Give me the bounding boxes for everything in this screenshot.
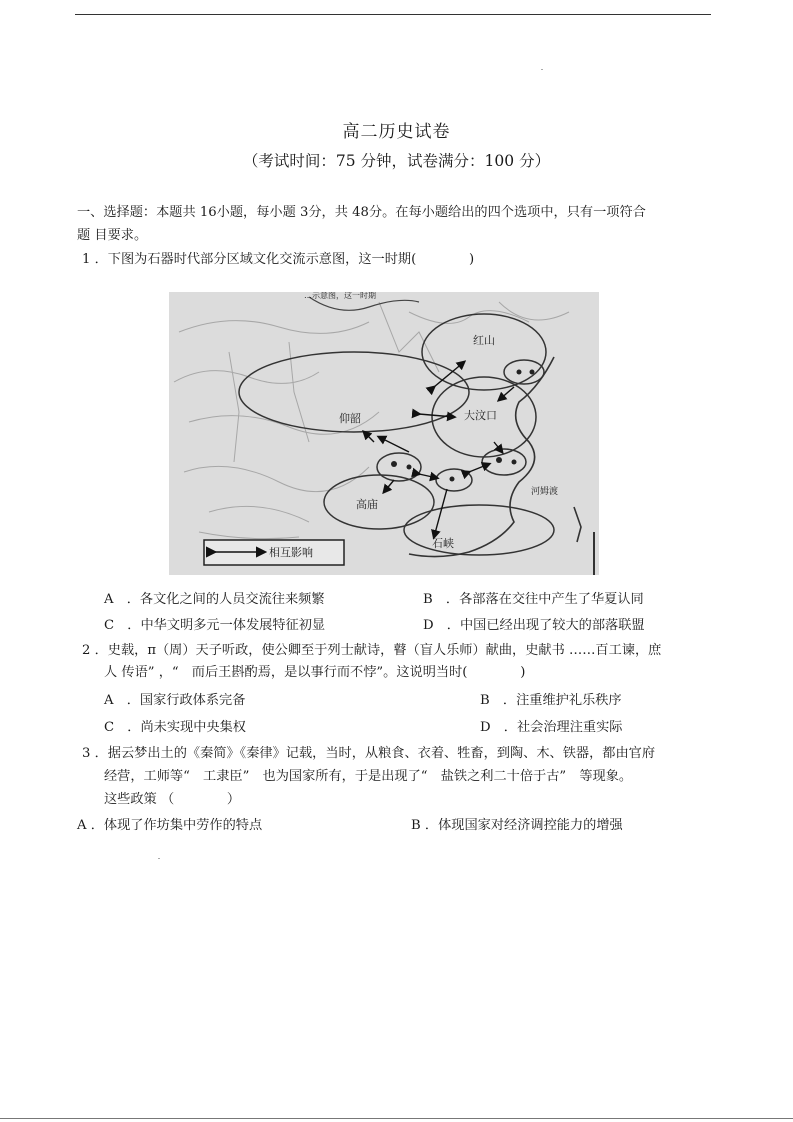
culture-exchange-map <box>169 292 599 575</box>
q2-option-b: B ．注重维护礼乐秩序 <box>480 693 622 708</box>
question-3-stem-line2: 经营，工师等“ 工隶臣” 也为国家所有，于是出现了“ 盐铁之利二十倍于古” 等现象。 <box>104 769 633 784</box>
map-label-gaomiao: 高庙 <box>356 498 378 511</box>
section-instructions-line2: 题 目要求。 <box>77 228 148 243</box>
question-1-stem: 1 ．下图为石器时代部分区域文化交流示意图，这一时期( ) <box>82 252 475 267</box>
question-3-stem-line3: 这些政策 （ ） <box>104 792 241 807</box>
map-label-dawenkou: 大汶口 <box>464 409 497 422</box>
q1-option-d: D ．中国已经出现了较大的部落联盟 <box>423 618 645 633</box>
map-label-yangshao: 仰韶 <box>339 412 361 425</box>
legend-label: 相互影响 <box>269 546 313 559</box>
q2-option-d: D ．社会治理注重实际 <box>480 720 623 735</box>
question-2-stem-line2: 人 传语” ，“ 而后王斟酌焉，是以事行而不悖”。这说明当时( ) <box>104 665 526 680</box>
question-2-stem-line1: 2 ．史载，π（周）天子听政，使公卿至于列士献诗，瞽（盲人乐师）献曲，史献书 ……百工谏，庶 <box>82 643 662 658</box>
map-label-shixia: 石峡 <box>432 537 454 550</box>
q1-option-b: B ．各部落在交往中产生了华夏认同 <box>423 592 644 607</box>
question-3-stem-line1: 3 ．据云梦出土的《秦简》《秦律》记载，当时，从粮食、衣着、牲畜，到陶、木、铁器，都由官府 <box>82 746 656 761</box>
header-rule <box>75 14 711 15</box>
q2-option-c: C ．尚未实现中央集权 <box>104 720 246 735</box>
scan-speck <box>541 69 543 70</box>
scan-speck <box>158 858 160 859</box>
q1-option-a: A ．各文化之间的人员交流往来频繁 <box>104 592 325 607</box>
q2-option-a: A ．国家行政体系完备 <box>104 693 246 708</box>
q1-option-c: C ．中华文明多元一体发展特征初显 <box>104 618 326 633</box>
exam-title: 高二历史试卷 <box>342 122 451 142</box>
map-label-hongshan: 红山 <box>473 334 495 347</box>
section-instructions-line1: 一、选择题：本题共 16小题，每小题 3分，共 48分。在每小题给出的四个选项中，只有一项符合 <box>77 205 646 220</box>
map-legend <box>204 540 344 565</box>
q3-option-a: A ．体现了作坊集中劳作的特点 <box>77 818 263 833</box>
map-header-fragment: …示意图，这一时期 <box>304 292 376 300</box>
q3-option-b: B ．体现国家对经济调控能力的增强 <box>411 818 623 833</box>
map-label-hemudu: 河姆渡 <box>531 487 559 497</box>
footer-rule <box>0 1118 793 1119</box>
exam-subtitle: （考试时间：75 分钟，试卷满分：100 分） <box>242 152 551 170</box>
